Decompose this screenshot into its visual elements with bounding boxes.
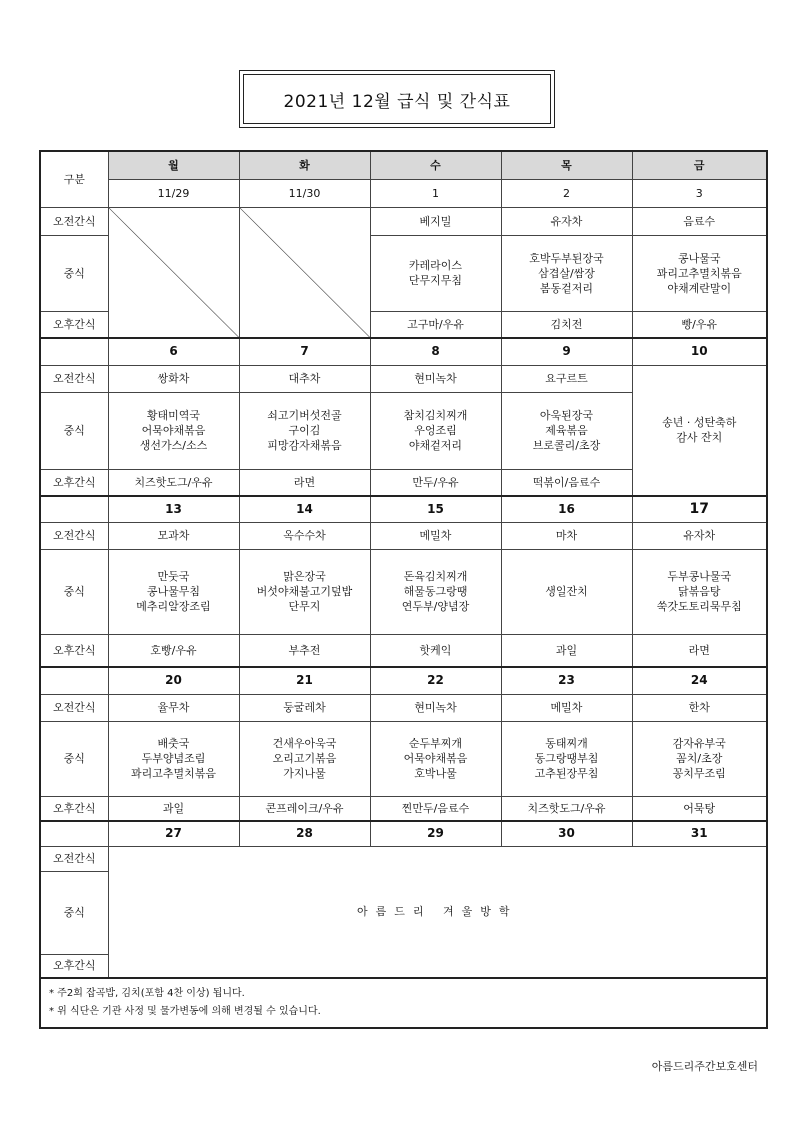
date: 16 [501,496,632,522]
row-label: 오후간식 [40,311,108,338]
dish: 콩나물무침 [146,585,201,598]
dish: 구이김 [288,424,321,437]
dish: 호박나물 [414,767,457,780]
date-row [40,496,767,522]
notes [40,978,767,1028]
dish: 야채겉저리 [408,439,463,452]
dish: 참치김치찌개 [403,409,468,422]
date: 17 [632,496,767,522]
lunch-menu [370,392,501,469]
dish: 해물동그랑땡 [403,585,468,598]
lunch-menu [108,549,239,634]
dish: 카레라이스 [408,259,463,272]
dish: 우엉조림 [414,424,457,437]
dish: 연두부/양념장 [401,600,470,613]
date-row [40,338,767,365]
date-row [40,179,767,207]
row-label: 오전간식 [40,694,108,721]
date: 27 [108,821,239,846]
day-thu: 목 [501,151,632,179]
dish: 콩나물국 [677,251,721,265]
date: 11/29 [108,179,239,207]
date: 28 [239,821,370,846]
dish: 버섯야채불고기덮밥 [256,585,353,598]
date: 21 [239,667,370,694]
date: 6 [108,338,239,365]
am-snack-row [40,846,767,871]
am-snack: 율무차 [108,694,239,721]
row-label: 중식 [40,392,108,469]
dish: 제육볶음 [545,424,588,437]
lunch-menu [239,721,370,796]
am-snack: 마차 [501,522,632,549]
dish: 만둣국 [157,570,190,583]
empty-cell [239,207,370,338]
day-mon: 월 [108,151,239,179]
row-label: 오후간식 [40,954,108,978]
lunch-menu [370,721,501,796]
pm-snack: 빵/우유 [632,311,767,338]
am-snack: 옥수수차 [239,522,370,549]
row-label: 오전간식 [40,365,108,392]
pm-snack: 고구마/우유 [370,311,501,338]
pm-snack: 핫케익 [370,634,501,667]
day-tue: 화 [239,151,370,179]
date: 31 [632,821,767,846]
lunch-menu [632,549,767,634]
date: 30 [501,821,632,846]
dish: 생선가스/소스 [139,439,208,452]
lunch-menu [239,549,370,634]
dish: 야채계란말이 [667,281,732,295]
row-label: 오전간식 [40,846,108,871]
date: 14 [239,496,370,522]
am-snack: 한차 [632,694,767,721]
notes-row [40,978,767,1028]
dish: 꼼치/초장 [676,752,723,765]
date: 1 [370,179,501,207]
pm-snack-row [40,796,767,821]
am-snack-row [40,522,767,549]
dish: 고추된장무침 [534,767,599,780]
row-label: 오전간식 [40,207,108,235]
am-snack: 메밀차 [370,522,501,549]
row-label: 중식 [40,721,108,796]
am-snack: 음료수 [632,207,767,235]
winter-vacation: 아름드리 겨울방학 [108,846,767,978]
row-label: 오후간식 [40,469,108,496]
am-snack: 유자차 [632,522,767,549]
am-snack: 대추차 [239,365,370,392]
lunch-menu [501,721,632,796]
dish: 어묵야채볶음 [403,752,468,765]
lunch-menu [501,392,632,469]
am-snack: 현미녹차 [370,365,501,392]
dish: 쇠고기버섯전골 [267,409,342,422]
am-snack-row [40,694,767,721]
note-line: * 주2회 잡곡밥, 김치(포함 4찬 이상) 됩니다. [49,988,245,999]
blank-label [40,821,108,846]
lunch-menu [108,392,239,469]
row-label: 중식 [40,871,108,954]
lunch-menu [108,721,239,796]
pm-snack-row [40,634,767,667]
pm-snack: 호빵/우유 [108,634,239,667]
am-snack: 현미녹차 [370,694,501,721]
blank-label [40,338,108,365]
dish: 꽈리고추멸치볶음 [130,767,216,780]
date: 23 [501,667,632,694]
title-box [239,70,555,128]
dish: 감자유부국 [672,737,726,750]
am-snack: 요구르트 [501,365,632,392]
pm-snack: 라면 [632,634,767,667]
lunch-menu [632,721,767,796]
pm-snack: 콘프레이크/우유 [239,796,370,821]
am-snack: 유자차 [501,207,632,235]
birthday-party: 생일잔치 [501,549,632,634]
dish: 오리고기볶음 [272,752,337,765]
dish: 단무지무침 [408,274,463,287]
lunch-row [40,721,767,796]
menu-table [39,150,768,1029]
dish: 돈육김치찌개 [403,570,468,583]
dish: 꽈리고추멸치볶음 [656,266,742,280]
pm-snack: 만두/우유 [370,469,501,496]
header-row [40,151,767,179]
date: 9 [501,338,632,365]
date: 13 [108,496,239,522]
am-snack: 모과차 [108,522,239,549]
event-line: 감사 잔치 [676,431,723,445]
dish: 가지나물 [283,767,326,780]
friday-event [632,365,767,496]
dish: 배춧국 [157,737,190,750]
lunch-menu [370,549,501,634]
row-label: 중식 [40,549,108,634]
am-snack: 베지밀 [370,207,501,235]
lunch-row [40,549,767,634]
page-title: 2021년 12월 급식 및 간식표 [243,74,551,124]
lunch-menu [370,235,501,311]
dish: 어묵야채볶음 [141,424,206,437]
date: 2 [501,179,632,207]
dish: 두부양념조림 [141,752,206,765]
lunch-menu [501,235,632,311]
dish: 피망감자채볶음 [267,439,342,452]
row-label: 오전간식 [40,522,108,549]
am-snack: 메밀차 [501,694,632,721]
dish: 쑥갓도토리묵무침 [656,600,742,613]
day-wed: 수 [370,151,501,179]
dish: 호박두부된장국 [529,251,604,265]
dish: 봄동겉저리 [539,281,594,295]
dish: 삼겹살/쌈장 [538,266,595,280]
date: 24 [632,667,767,694]
empty-cell [108,207,239,338]
dish: 동그랑땡부침 [534,752,599,765]
date: 8 [370,338,501,365]
row-label: 중식 [40,235,108,311]
am-snack: 쌍화차 [108,365,239,392]
dish: 닭볶음탕 [677,585,721,598]
dish: 두부콩나물국 [667,570,732,583]
day-fri: 금 [632,151,767,179]
pm-snack: 김치전 [501,311,632,338]
am-snack-row [40,207,767,235]
date-row [40,821,767,846]
row-label: 오후간식 [40,634,108,667]
dish: 건새우아욱국 [272,737,337,750]
note-line: * 위 식단은 기관 사정 및 물가변동에 의해 변경될 수 있습니다. [49,1006,321,1017]
footer-org: 아름드리주간보호센터 [651,1060,758,1073]
pm-snack: 부추전 [239,634,370,667]
dish: 꽁치무조림 [672,767,726,780]
lunch-menu [239,392,370,469]
pm-snack: 과일 [108,796,239,821]
pm-snack: 치즈핫도그/우유 [501,796,632,821]
pm-snack: 라면 [239,469,370,496]
am-snack-row [40,365,767,392]
dish: 브로콜리/초장 [532,439,601,452]
blank-label [40,496,108,522]
dish: 단무지 [288,600,321,613]
date: 20 [108,667,239,694]
pm-snack: 떡볶이/음료수 [501,469,632,496]
dish: 메추리알장조림 [136,600,211,613]
pm-snack: 치즈핫도그/우유 [108,469,239,496]
date: 10 [632,338,767,365]
pm-snack: 찐만두/음료수 [370,796,501,821]
lunch-menu [632,235,767,311]
date: 11/30 [239,179,370,207]
date: 7 [239,338,370,365]
pm-snack: 과일 [501,634,632,667]
dish: 순두부찌개 [408,737,463,750]
dish: 아욱된장국 [539,409,594,422]
date-row [40,667,767,694]
category-label: 구분 [40,151,108,207]
dish: 맑은장국 [283,570,326,583]
date: 15 [370,496,501,522]
row-label: 오후간식 [40,796,108,821]
date: 3 [632,179,767,207]
dish: 동태찌개 [545,737,588,750]
event-line: 송년 · 성탄축하 [662,416,737,430]
pm-snack: 어묵탕 [632,796,767,821]
dish: 황태미역국 [146,409,201,422]
date: 22 [370,667,501,694]
blank-label [40,667,108,694]
date: 29 [370,821,501,846]
am-snack: 둥굴레차 [239,694,370,721]
